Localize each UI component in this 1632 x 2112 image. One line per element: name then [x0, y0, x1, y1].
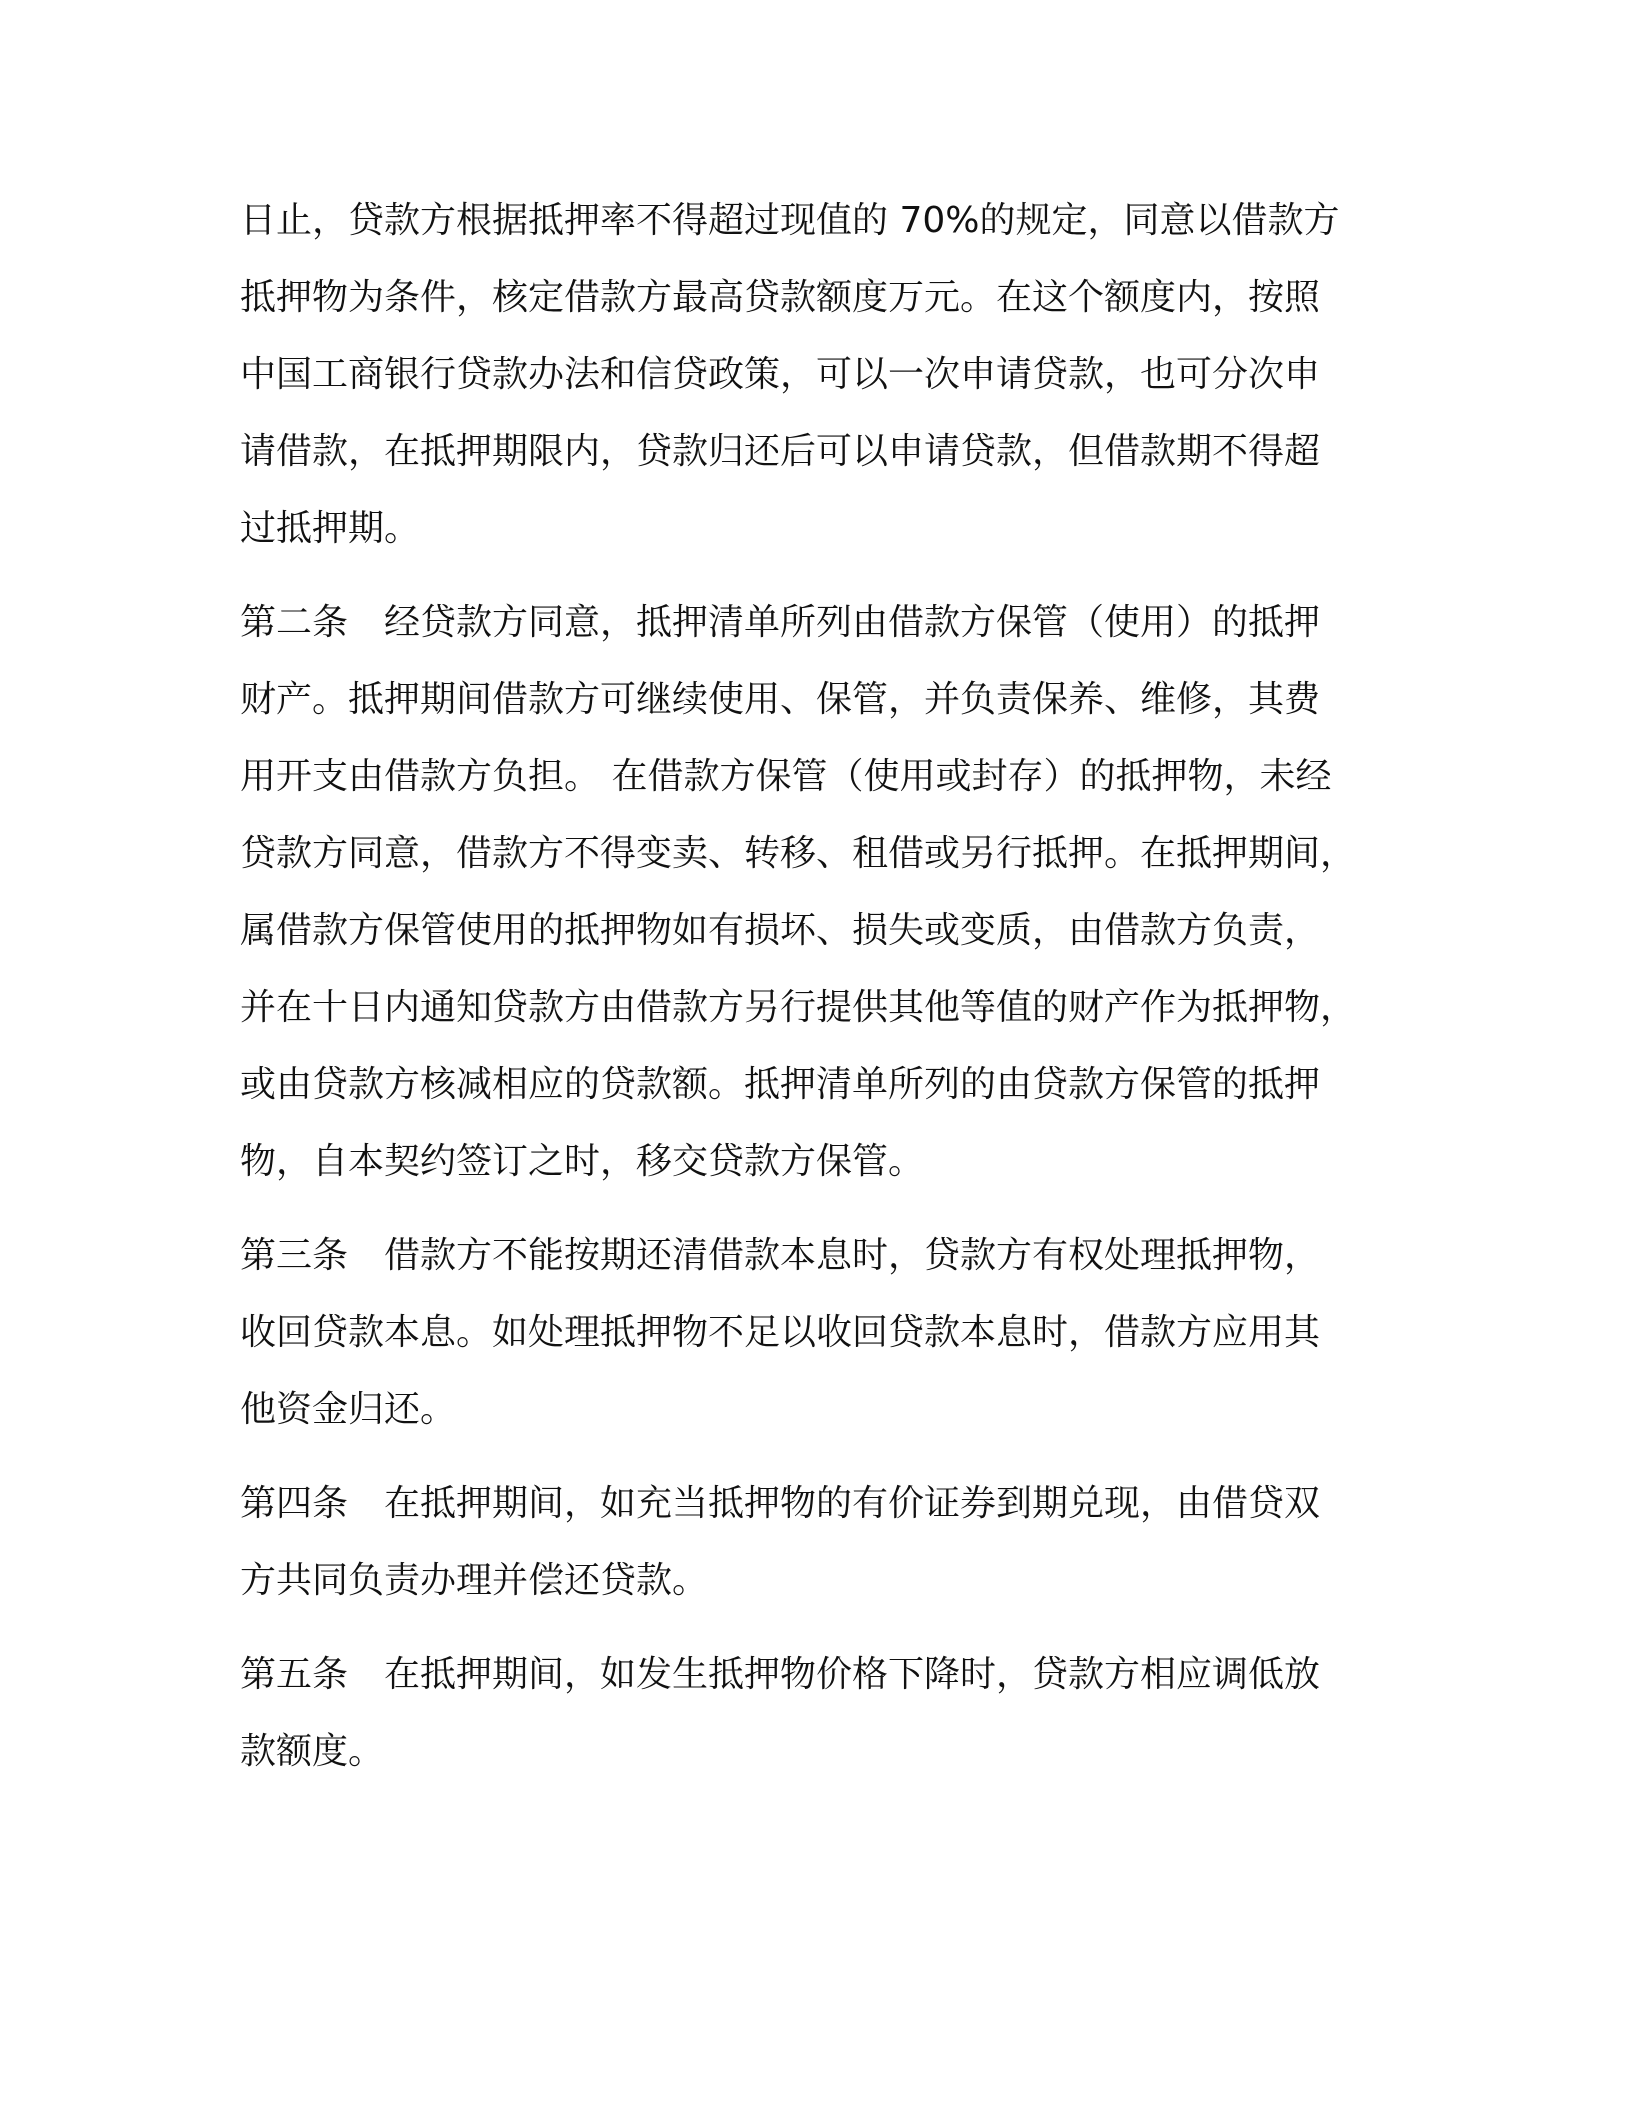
text-line: 或由贷款方核减相应的贷款额。抵押清单所列的由贷款方保管的抵押 — [240, 1064, 1321, 1105]
paragraph-continuation — [240, 182, 1380, 567]
document-body — [240, 182, 1380, 1807]
text-line: 中国工商银行贷款办法和信贷政策，可以一次申请贷款，也可分次申 — [240, 354, 1321, 395]
text-line: 贷款方同意，借款方不得变卖、转移、租借或另行抵押。在抵押期间， — [240, 833, 1357, 874]
article-2 — [240, 584, 1380, 1200]
text-line: 并在十日内通知贷款方由借款方另行提供其他等值的财产作为抵押物， — [240, 987, 1357, 1028]
text-line: 用开支由借款方负担。 在借款方保管（使用或封存）的抵押物，未经 — [240, 756, 1332, 797]
text-line: 第五条 在抵押期间，如发生抵押物价格下降时，贷款方相应调低放 — [240, 1654, 1321, 1695]
text-line: 抵押物为条件，核定借款方最高贷款额度万元。在这个额度内，按照 — [240, 277, 1321, 318]
article-5 — [240, 1636, 1380, 1790]
text-line: 过抵押期。 — [240, 508, 421, 549]
text-line: 第三条 借款方不能按期还清借款本息时，贷款方有权处理抵押物， — [240, 1235, 1321, 1276]
text-line: 日止，贷款方根据抵押率不得超过现值的 70%的规定，同意以借款方 — [240, 200, 1340, 241]
article-3 — [240, 1217, 1380, 1448]
text-line: 物，自本契约签订之时，移交贷款方保管。 — [240, 1141, 925, 1182]
text-line: 第四条 在抵押期间，如充当抵押物的有价证券到期兑现，由借贷双 — [240, 1483, 1321, 1524]
text-line: 款额度。 — [240, 1731, 385, 1772]
text-line: 方共同负责办理并偿还贷款。 — [240, 1560, 709, 1601]
text-line: 请借款，在抵押期限内，贷款归还后可以申请贷款，但借款期不得超 — [240, 431, 1321, 472]
text-line: 收回贷款本息。如处理抵押物不足以收回贷款本息时，借款方应用其 — [240, 1312, 1321, 1353]
text-line: 属借款方保管使用的抵押物如有损坏、损失或变质，由借款方负责， — [240, 910, 1321, 951]
text-line: 第二条 经贷款方同意，抵押清单所列由借款方保管（使用）的抵押 — [240, 602, 1321, 643]
article-4 — [240, 1465, 1380, 1619]
text-line: 他资金归还。 — [240, 1389, 457, 1430]
text-line: 财产。抵押期间借款方可继续使用、保管，并负责保养、维修，其费 — [240, 679, 1321, 720]
